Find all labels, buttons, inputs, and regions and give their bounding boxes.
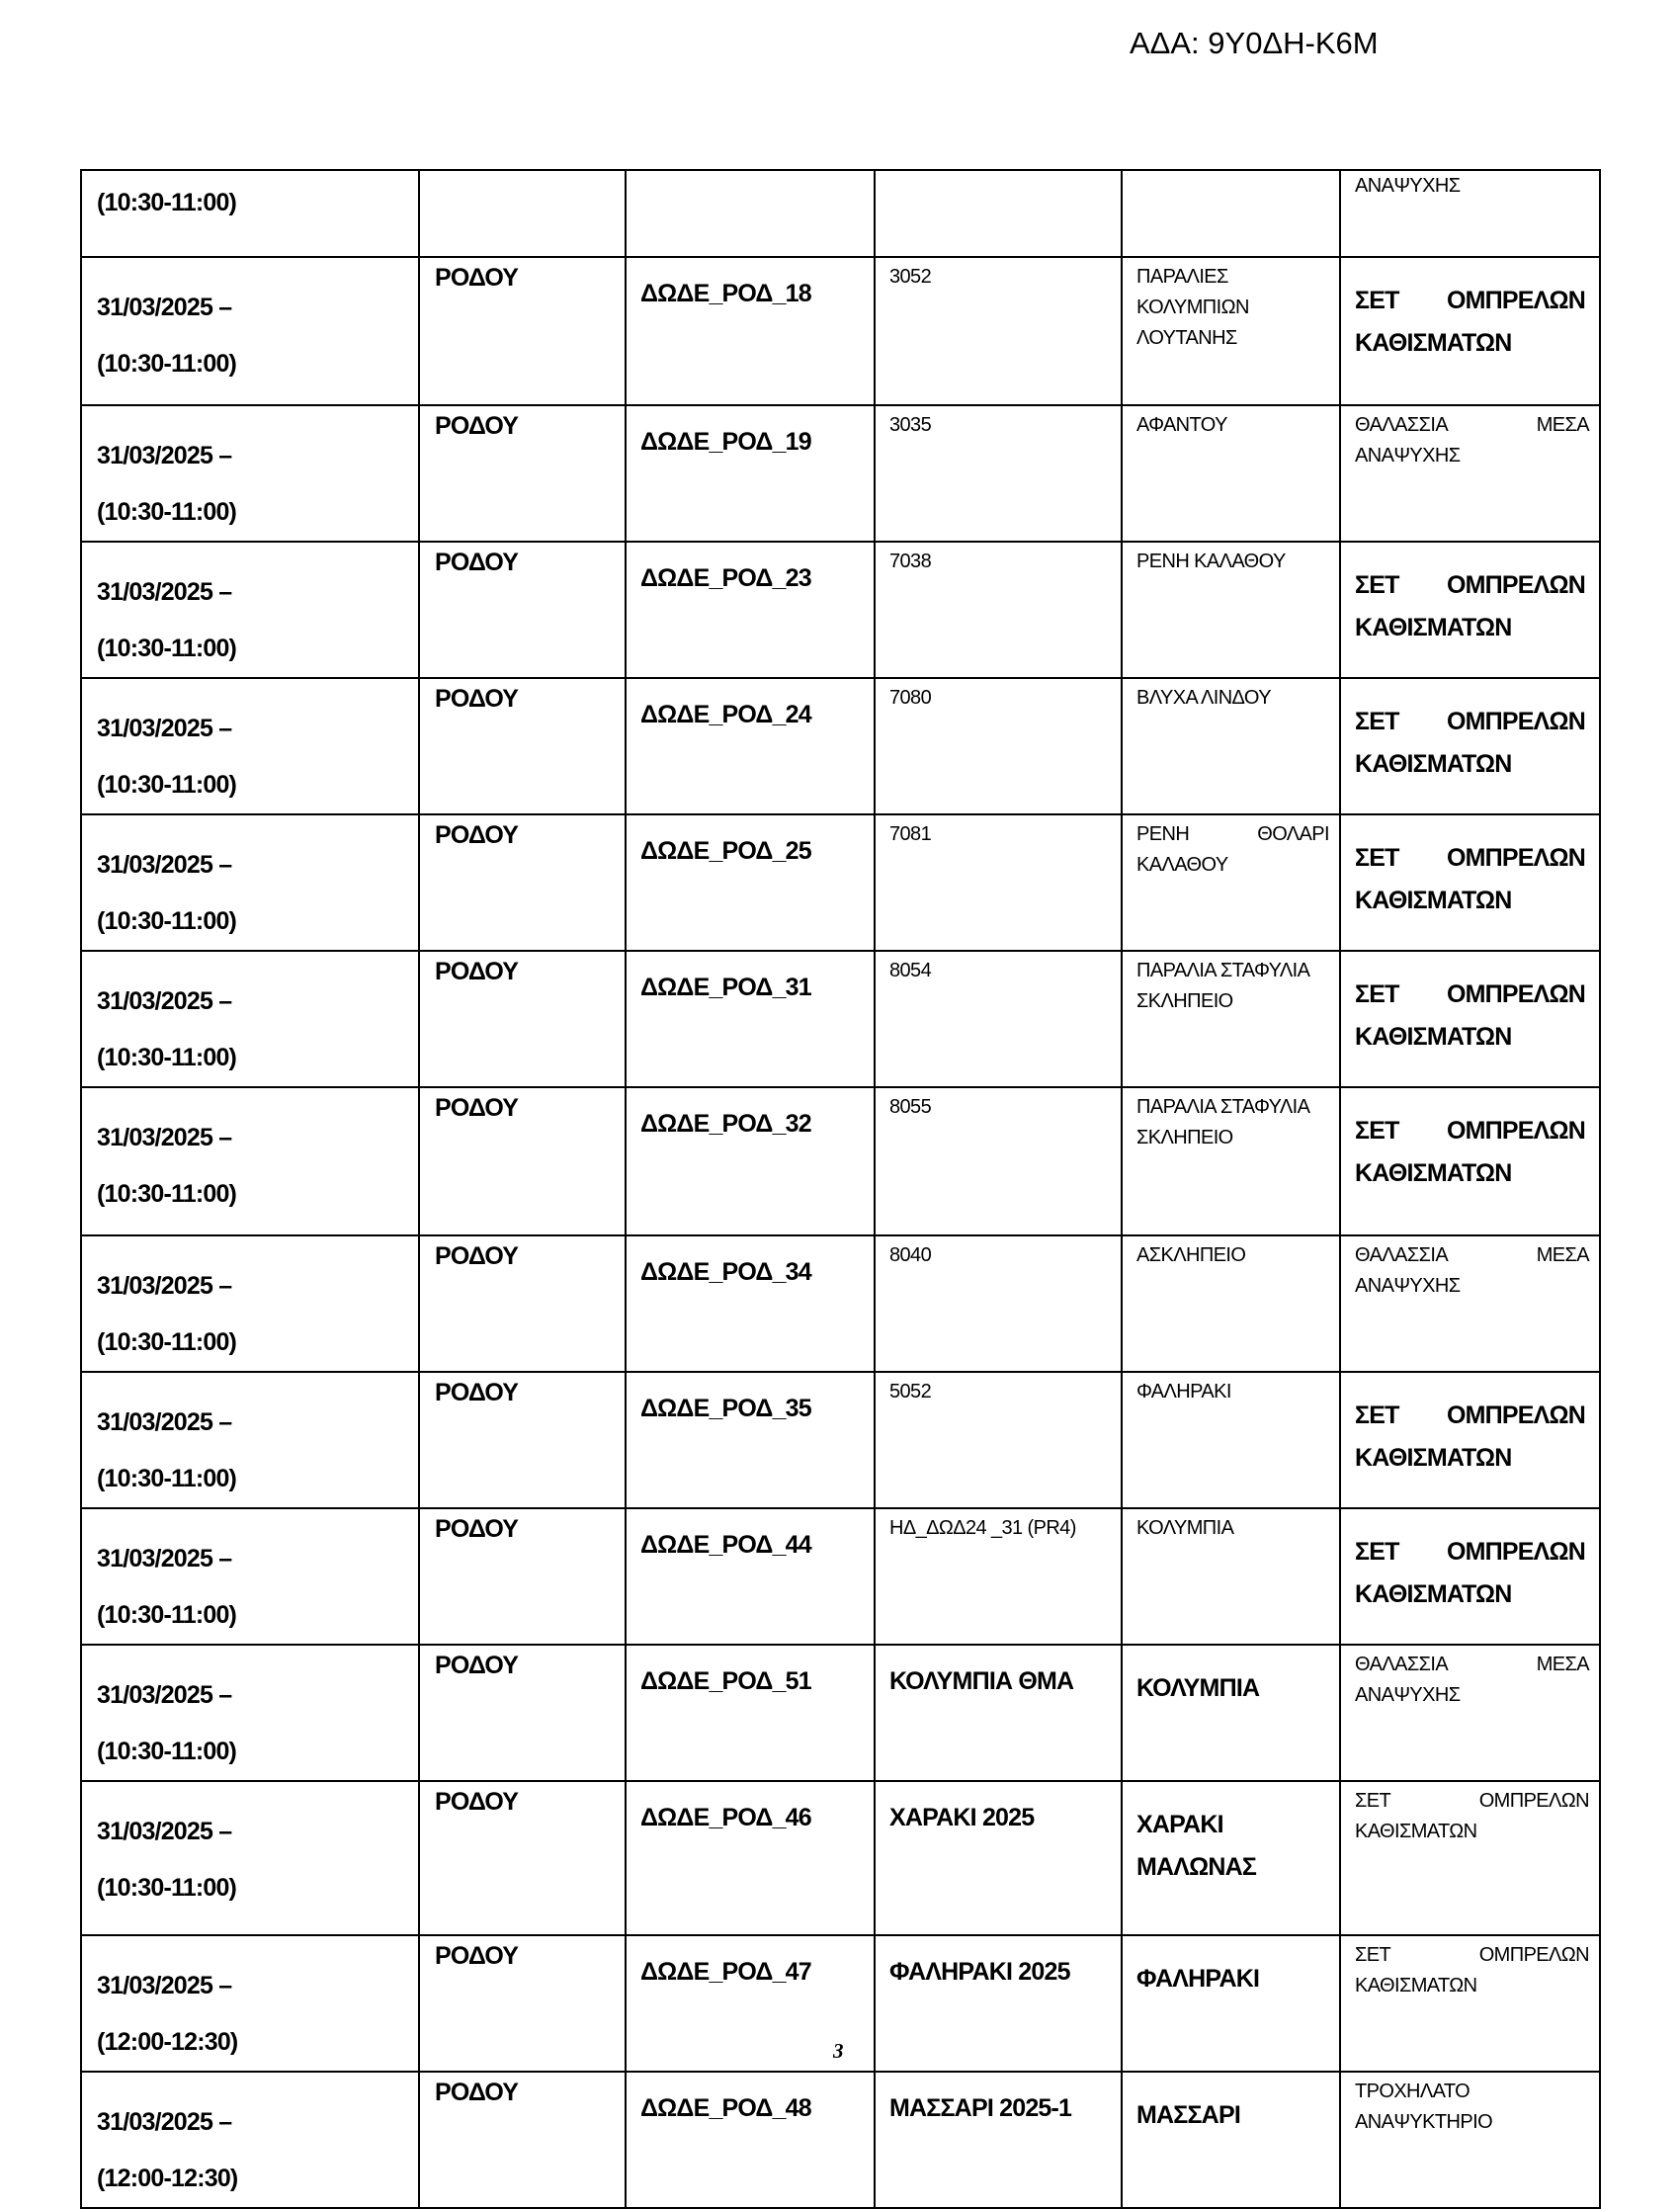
region-text	[420, 171, 625, 177]
location-cell	[1122, 257, 1340, 405]
use-cell	[1340, 1781, 1600, 1935]
use-line	[1355, 1786, 1589, 1817]
kaek-text: ΚΟΛΥΜΠΙΑ ΘΜΑ	[889, 1667, 1074, 1695]
use-word: ΑΝΑΨΥΚΤΗΡΙΟ	[1355, 2111, 1493, 2133]
code-cell	[626, 814, 875, 951]
code-cell	[626, 170, 875, 257]
use-word: ΟΜΠΡΕΛΩΝ	[1446, 1402, 1585, 1429]
beach-code: ΔΩΔΕ_ΡΟΔ_18	[640, 280, 811, 307]
beach-code: ΔΩΔΕ_ΡΟΔ_47	[640, 1958, 811, 1986]
use-line	[1355, 837, 1585, 880]
time-slot: (10:30-11:00)	[97, 350, 237, 378]
location-cell	[1122, 1935, 1340, 2072]
region-cell	[419, 257, 626, 405]
location-text: ΠΑΡΑΛΙΑ ΣΤΑΦΥΛΙΑ ΣΚΛΗΠΕΙΟ	[1136, 1096, 1309, 1148]
use-line	[1355, 1650, 1589, 1680]
location-cell	[1122, 951, 1340, 1087]
date-cell	[81, 1781, 419, 1935]
use-word: ΚΑΘΙΣΜΑΤΩΝ	[1355, 750, 1512, 778]
date-time	[82, 1782, 418, 1916]
location-cell	[1122, 1372, 1340, 1508]
region-text: ΡΟΔΟΥ	[435, 685, 519, 713]
time-slot: (10:30-11:00)	[97, 907, 237, 935]
table-row	[81, 1645, 1600, 1781]
use-cell	[1340, 542, 1600, 678]
beach-code: ΔΩΔΕ_ΡΟΔ_44	[640, 1531, 811, 1559]
date-cell	[81, 1645, 419, 1781]
kaek-cell	[875, 1645, 1122, 1781]
date-time	[82, 258, 418, 392]
date-cell	[81, 1935, 419, 2072]
region-text: ΡΟΔΟΥ	[435, 958, 519, 985]
date-text: 31/03/2025 –	[97, 578, 232, 606]
use-cell	[1340, 1087, 1600, 1235]
use-line	[1355, 1531, 1585, 1573]
use-cell	[1340, 405, 1600, 542]
region-cell	[419, 678, 626, 814]
location-text: ΦΑΛΗΡΑΚΙ	[1136, 1965, 1260, 1993]
region-cell	[419, 542, 626, 678]
time-slot: (10:30-11:00)	[97, 635, 237, 662]
use-word: ΟΜΠΡΕΛΩΝ	[1446, 571, 1585, 599]
table-row	[81, 2072, 1600, 2208]
kaek-cell	[875, 257, 1122, 405]
table-row	[81, 951, 1600, 1087]
location-cell	[1122, 1508, 1340, 1645]
use-word: ΜΕΣΑ	[1536, 1654, 1589, 1675]
date-time	[82, 1646, 418, 1780]
location-cell	[1122, 170, 1340, 257]
use-line	[1355, 701, 1585, 743]
use-cell	[1340, 170, 1600, 257]
date-text: 31/03/2025 –	[97, 1972, 232, 1999]
use-word: ΚΑΘΙΣΜΑΤΩΝ	[1355, 887, 1512, 914]
kaek-cell	[875, 1935, 1122, 2072]
use-text	[1341, 815, 1599, 922]
location-text: ΧΑΡΑΚΙ ΜΑΛΩΝΑΣ	[1136, 1811, 1257, 1881]
date-cell	[81, 1372, 419, 1508]
date-time	[82, 679, 418, 813]
beach-code: ΔΩΔΕ_ΡΟΔ_35	[640, 1395, 811, 1422]
table-row	[81, 1372, 1600, 1508]
time-slot: (10:30-11:00)	[97, 1738, 237, 1765]
region-cell	[419, 814, 626, 951]
use-word: ΑΝΑΨΥΧΗΣ	[1355, 175, 1461, 197]
region-text: ΡΟΔΟΥ	[435, 412, 519, 440]
schedule-table	[80, 169, 1601, 2209]
beach-code: ΔΩΔΕ_ΡΟΔ_48	[640, 2094, 811, 2122]
use-text	[1341, 1646, 1599, 1711]
time-slot: (10:30-11:00)	[97, 498, 237, 526]
use-word: ΑΝΑΨΥΧΗΣ	[1355, 445, 1461, 467]
use-word: ΣΕΤ	[1355, 844, 1399, 872]
kaek-text: 3052	[889, 266, 932, 288]
beach-code: ΔΩΔΕ_ΡΟΔ_23	[640, 564, 811, 592]
use-line	[1355, 1940, 1589, 1971]
use-text	[1341, 543, 1599, 649]
use-cell	[1340, 1935, 1600, 2072]
table-row	[81, 1087, 1600, 1235]
region-cell	[419, 1087, 626, 1235]
date-text: 31/03/2025 –	[97, 442, 232, 469]
date-text: 31/03/2025 –	[97, 294, 232, 321]
location-text: ΚΟΛΥΜΠΙΑ	[1136, 1517, 1234, 1539]
time-slot: (10:30-11:00)	[97, 1044, 237, 1071]
region-cell	[419, 1645, 626, 1781]
use-cell	[1340, 1508, 1600, 1645]
region-cell	[419, 1235, 626, 1372]
use-line	[1355, 1240, 1589, 1271]
use-word: ΚΑΘΙΣΜΑΤΩΝ	[1355, 1821, 1477, 1842]
date-time	[82, 1509, 418, 1644]
beach-code: ΔΩΔΕ_ΡΟΔ_51	[640, 1667, 811, 1695]
date-time	[82, 1373, 418, 1507]
time-slot: (10:30-11:00)	[97, 1328, 237, 1356]
use-text	[1341, 1509, 1599, 1616]
kaek-text	[876, 171, 1121, 175]
kaek-text: ΧΑΡΑΚΙ 2025	[889, 1804, 1035, 1831]
date-cell	[81, 170, 419, 257]
code-cell	[626, 1645, 875, 1781]
table-row	[81, 678, 1600, 814]
use-word: ΚΑΘΙΣΜΑΤΩΝ	[1355, 1023, 1512, 1051]
table-row	[81, 542, 1600, 678]
location-text: ΑΦΑΝΤΟΥ	[1136, 414, 1227, 436]
use-line	[1355, 564, 1585, 607]
region-text: ΡΟΔΟΥ	[435, 1652, 519, 1679]
page-number: 3	[833, 2039, 844, 2063]
kaek-text: 5052	[889, 1381, 932, 1402]
kaek-cell	[875, 542, 1122, 678]
kaek-cell	[875, 951, 1122, 1087]
region-cell	[419, 405, 626, 542]
date-cell	[81, 951, 419, 1087]
use-text	[1341, 1936, 1599, 2001]
region-text: ΡΟΔΟΥ	[435, 1379, 519, 1406]
date-text: 31/03/2025 –	[97, 2108, 232, 2136]
table-row	[81, 1235, 1600, 1372]
location-cell	[1122, 1235, 1340, 1372]
code-cell	[626, 542, 875, 678]
use-text	[1341, 171, 1599, 202]
code-cell	[626, 678, 875, 814]
date-text: 31/03/2025 –	[97, 1408, 232, 1436]
region-text: ΡΟΔΟΥ	[435, 2079, 519, 2106]
kaek-cell	[875, 1235, 1122, 1372]
use-word: ΟΜΠΡΕΛΩΝ	[1446, 980, 1585, 1008]
date-text: 31/03/2025 –	[97, 1124, 232, 1151]
use-word: ΟΜΠΡΕΛΩΝ	[1446, 844, 1585, 872]
kaek-text: 8055	[889, 1096, 932, 1118]
kaek-text: 8054	[889, 960, 932, 981]
date-time	[82, 2073, 418, 2207]
location-text: ΜΑΣΣΑΡΙ	[1136, 2101, 1240, 2129]
table-row	[81, 814, 1600, 951]
use-word: ΟΜΠΡΕΛΩΝ	[1446, 708, 1585, 735]
code-cell	[626, 1781, 875, 1935]
date-time	[82, 171, 418, 231]
kaek-cell	[875, 1372, 1122, 1508]
use-word: ΣΕΤ	[1355, 980, 1399, 1008]
date-cell	[81, 1508, 419, 1645]
use-text	[1341, 1088, 1599, 1195]
use-word: ΤΡΟΧΗΛΑΤΟ	[1355, 2081, 1470, 2102]
use-word: ΣΕΤ	[1355, 1117, 1399, 1145]
code-cell	[626, 1087, 875, 1235]
date-cell	[81, 405, 419, 542]
use-word: ΚΑΘΙΣΜΑΤΩΝ	[1355, 1580, 1512, 1608]
time-slot: (10:30-11:00)	[97, 189, 237, 216]
use-cell	[1340, 814, 1600, 951]
region-text: ΡΟΔΟΥ	[435, 549, 519, 576]
date-text: 31/03/2025 –	[97, 1818, 232, 1845]
beach-code: ΔΩΔΕ_ΡΟΔ_46	[640, 1804, 811, 1831]
use-word: ΣΕΤ	[1355, 1402, 1399, 1429]
date-text: 31/03/2025 –	[97, 1272, 232, 1300]
use-cell	[1340, 678, 1600, 814]
region-text: ΡΟΔΟΥ	[435, 1788, 519, 1816]
use-word: ΣΕΤ	[1355, 1538, 1399, 1566]
use-cell	[1340, 257, 1600, 405]
use-word: ΣΕΤ	[1355, 571, 1399, 599]
use-text	[1341, 258, 1599, 365]
use-word: ΑΝΑΨΥΧΗΣ	[1355, 1275, 1461, 1297]
kaek-cell	[875, 1781, 1122, 1935]
location-cell	[1122, 814, 1340, 951]
location-text: ΡΕΝΗ ΚΑΛΑΘΟΥ	[1136, 551, 1286, 572]
time-slot: (10:30-11:00)	[97, 1874, 237, 1902]
use-word: ΟΜΠΡΕΛΩΝ	[1446, 1538, 1585, 1566]
date-cell	[81, 814, 419, 951]
code-cell	[626, 405, 875, 542]
code-cell	[626, 1235, 875, 1372]
use-word: ΟΜΠΡΕΛΩΝ	[1478, 1790, 1589, 1812]
location-cell	[1122, 1645, 1340, 1781]
table-row	[81, 257, 1600, 405]
kaek-cell	[875, 170, 1122, 257]
time-slot: (12:00-12:30)	[97, 2165, 238, 2192]
region-text: ΡΟΔΟΥ	[435, 1242, 519, 1270]
use-word: ΚΑΘΙΣΜΑΤΩΝ	[1355, 329, 1512, 357]
use-word: ΘΑΛΑΣΣΙΑ	[1355, 1654, 1449, 1675]
kaek-cell	[875, 2072, 1122, 2208]
kaek-text: ΦΑΛΗΡΑΚΙ 2025	[889, 1958, 1070, 1986]
region-text: ΡΟΔΟΥ	[435, 264, 519, 292]
time-slot: (10:30-11:00)	[97, 1601, 237, 1629]
use-word: ΚΑΘΙΣΜΑΤΩΝ	[1355, 1975, 1477, 1997]
use-word: ΚΑΘΙΣΜΑΤΩΝ	[1355, 1444, 1512, 1472]
code-cell	[626, 2072, 875, 2208]
table-row	[81, 170, 1600, 257]
time-slot: (12:00-12:30)	[97, 2028, 238, 2056]
region-text: ΡΟΔΟΥ	[435, 1515, 519, 1543]
use-word: ΚΑΘΙΣΜΑΤΩΝ	[1355, 1159, 1512, 1187]
date-cell	[81, 257, 419, 405]
table-row	[81, 1781, 1600, 1935]
use-word: ΣΕΤ	[1355, 1944, 1391, 1966]
region-cell	[419, 1372, 626, 1508]
date-cell	[81, 678, 419, 814]
table-row	[81, 405, 1600, 542]
kaek-cell	[875, 814, 1122, 951]
use-text	[1341, 1373, 1599, 1480]
location-cell	[1122, 542, 1340, 678]
use-word: ΑΝΑΨΥΧΗΣ	[1355, 1684, 1461, 1706]
date-cell	[81, 1235, 419, 1372]
code-cell	[626, 951, 875, 1087]
region-text: ΡΟΔΟΥ	[435, 1094, 519, 1122]
location-text: ΒΛΥΧΑ ΛΙΝΔΟΥ	[1136, 687, 1271, 709]
use-word: ΟΜΠΡΕΛΩΝ	[1446, 1117, 1585, 1145]
date-time	[82, 1088, 418, 1223]
kaek-text: 8040	[889, 1244, 932, 1266]
region-cell	[419, 1935, 626, 2072]
use-line	[1355, 280, 1585, 322]
use-word: ΚΑΘΙΣΜΑΤΩΝ	[1355, 614, 1512, 641]
use-word: ΜΕΣΑ	[1536, 1244, 1589, 1266]
location-text: ΚΟΛΥΜΠΙΑ	[1136, 1674, 1260, 1702]
use-cell	[1340, 1645, 1600, 1781]
location-text: ΦΑΛΗΡΑΚΙ	[1136, 1381, 1231, 1402]
date-time	[82, 543, 418, 677]
beach-code: ΔΩΔΕ_ΡΟΔ_32	[640, 1110, 811, 1138]
date-time	[82, 1936, 418, 2071]
use-cell	[1340, 1235, 1600, 1372]
use-cell	[1340, 951, 1600, 1087]
use-text	[1341, 679, 1599, 786]
region-text: ΡΟΔΟΥ	[435, 821, 519, 849]
use-word: ΣΕΤ	[1355, 1790, 1391, 1812]
location-cell	[1122, 678, 1340, 814]
date-text: 31/03/2025 –	[97, 715, 232, 742]
date-cell	[81, 542, 419, 678]
kaek-text: ΜΑΣΣΑΡΙ 2025-1	[889, 2094, 1072, 2122]
kaek-cell	[875, 405, 1122, 542]
use-word: ΜΕΣΑ	[1536, 414, 1589, 436]
table-row	[81, 1508, 1600, 1645]
region-cell	[419, 1508, 626, 1645]
location-text: ΠΑΡΑΛΙΑ ΣΤΑΦΥΛΙΑ ΣΚΛΗΠΕΙΟ	[1136, 960, 1309, 1012]
date-text: 31/03/2025 –	[97, 851, 232, 879]
use-word: ΟΜΠΡΕΛΩΝ	[1446, 287, 1585, 314]
date-time	[82, 406, 418, 541]
code-cell	[626, 257, 875, 405]
code-cell	[626, 1508, 875, 1645]
region-cell	[419, 951, 626, 1087]
time-slot: (10:30-11:00)	[97, 1180, 237, 1208]
kaek-cell	[875, 678, 1122, 814]
use-word: ΣΕΤ	[1355, 287, 1399, 314]
ada-reference: ΑΔΑ: 9Υ0ΔΗ-Κ6Μ	[1130, 26, 1379, 60]
beach-code: ΔΩΔΕ_ΡΟΔ_31	[640, 974, 811, 1001]
code-cell	[626, 1372, 875, 1508]
location-cell	[1122, 2072, 1340, 2208]
location-text: ΠΑΡΑΛΙΕΣ ΚΟΛΥΜΠΙΩΝ ΛΟΥΤΑΝΗΣ	[1136, 266, 1249, 349]
use-word: ΘΑΛΑΣΣΙΑ	[1355, 1244, 1449, 1266]
region-cell	[419, 2072, 626, 2208]
time-slot: (10:30-11:00)	[97, 771, 237, 799]
date-text: 31/03/2025 –	[97, 987, 232, 1015]
use-cell	[1340, 1372, 1600, 1508]
region-text: ΡΟΔΟΥ	[435, 1942, 519, 1970]
region-cell	[419, 170, 626, 257]
use-line	[1355, 1395, 1585, 1437]
use-cell	[1340, 2072, 1600, 2208]
date-time	[82, 952, 418, 1086]
kaek-text: 7080	[889, 687, 932, 709]
date-time	[82, 1236, 418, 1371]
date-time	[82, 815, 418, 950]
time-slot: (10:30-11:00)	[97, 1465, 237, 1492]
beach-code: ΔΩΔΕ_ΡΟΔ_19	[640, 428, 811, 456]
use-text	[1341, 406, 1599, 471]
beach-code: ΔΩΔΕ_ΡΟΔ_25	[640, 837, 811, 865]
region-cell	[419, 1781, 626, 1935]
location-cell	[1122, 405, 1340, 542]
date-text: 31/03/2025 –	[97, 1545, 232, 1572]
use-word: ΟΜΠΡΕΛΩΝ	[1478, 1944, 1589, 1966]
beach-code	[627, 171, 874, 193]
location-cell	[1122, 1087, 1340, 1235]
use-word: ΘΑΛΑΣΣΙΑ	[1355, 414, 1449, 436]
kaek-text: ΗΔ_ΔΩΔ24 _31 (PR4)	[889, 1517, 1076, 1539]
use-text	[1341, 2073, 1599, 2138]
date-text: 31/03/2025 –	[97, 1681, 232, 1709]
location-text: ΑΣΚΛΗΠΕΙΟ	[1136, 1244, 1246, 1266]
date-cell	[81, 1087, 419, 1235]
use-text	[1341, 1782, 1599, 1847]
schedule-table-body	[81, 170, 1600, 2208]
location-text: ΡΕΝΗ ΘΟΛΑΡΙ ΚΑΛΑΘΟΥ	[1136, 823, 1329, 876]
use-word: ΣΕΤ	[1355, 708, 1399, 735]
kaek-cell	[875, 1508, 1122, 1645]
use-text	[1341, 952, 1599, 1059]
use-text	[1341, 1236, 1599, 1302]
use-line	[1355, 974, 1585, 1016]
kaek-text: 7038	[889, 551, 932, 572]
kaek-text: 3035	[889, 414, 932, 436]
kaek-text: 7081	[889, 823, 932, 845]
location-cell	[1122, 1781, 1340, 1935]
date-cell	[81, 2072, 419, 2208]
beach-code: ΔΩΔΕ_ΡΟΔ_24	[640, 701, 811, 728]
use-line	[1355, 1110, 1585, 1152]
kaek-cell	[875, 1087, 1122, 1235]
use-line	[1355, 410, 1589, 441]
beach-code: ΔΩΔΕ_ΡΟΔ_34	[640, 1258, 811, 1286]
location-text	[1123, 171, 1339, 175]
